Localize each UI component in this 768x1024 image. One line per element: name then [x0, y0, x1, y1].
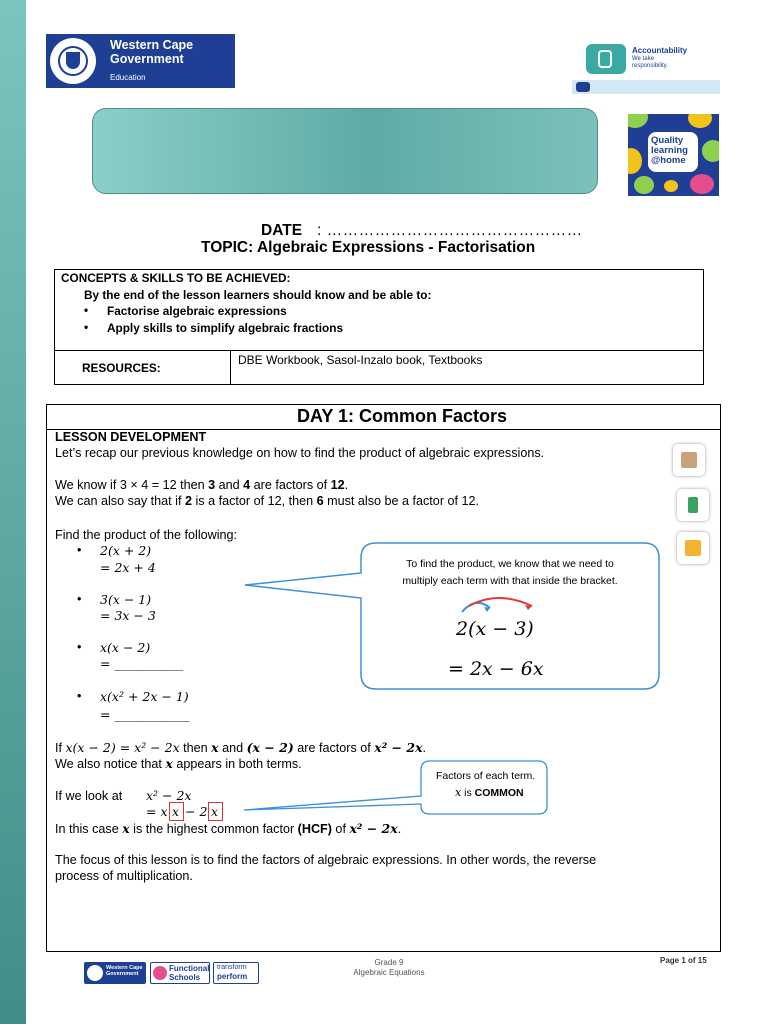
look-at-expr: x² − 2x [146, 788, 192, 803]
header-banner [92, 108, 598, 194]
bubble-text [362, 556, 658, 590]
quality-learning-home-logo [628, 114, 719, 196]
bubble-example-expr: 2(x − 3) [456, 618, 534, 640]
bubble2-line-1: Factors of each term. [436, 770, 536, 782]
know-line: We know if 3 × 4 = 12 then 3 and 4 are factors of 12. [55, 478, 349, 492]
look-at-eq: = x [146, 804, 168, 819]
people-icon [677, 489, 709, 521]
logo-line-3: Education [110, 73, 146, 82]
find-product-text: Find the product of the following: [55, 528, 238, 542]
footer-functional-line-1: Functional [169, 964, 210, 973]
bubble2-line-2: x is COMMON [455, 786, 524, 799]
bullet-dot: • [77, 543, 82, 557]
footer-wcg-logo [84, 962, 146, 984]
small-logo-icon [576, 82, 590, 92]
page-number: Page 1 of 15 [660, 956, 707, 965]
focus-line-2: process of multiplication. [55, 869, 193, 883]
look-at-x2: x [211, 804, 219, 819]
focus-line-1: The focus of this lesson is to find the factors of algebraic expressions. In other words, the reverse [55, 853, 597, 867]
example-3-expr: x(x − 2) [100, 640, 151, 655]
bullet-dot: • [77, 689, 82, 703]
footer-functional-line-2: Schools [169, 973, 201, 982]
teal-sidebar [0, 0, 26, 1024]
bullet-dot: • [84, 303, 89, 317]
day-title: DAY 1: Common Factors [296, 406, 508, 426]
quality-line-1: Quality [651, 135, 684, 146]
logo-line-2: Government [110, 52, 184, 66]
hcf-statement: In this case x is the highest common factor (HCF) of x² − 2x. [55, 821, 402, 836]
teacher-icon [673, 444, 705, 476]
bubble-example-result: = 2x − 6x [448, 658, 544, 680]
accountability-band [572, 80, 720, 94]
recap-text: Let’s recap our previous knowledge on how to find the product of algebraic expressions. [55, 446, 545, 460]
concept-bullet-2: Apply skills to simplify algebraic fractions [107, 321, 344, 335]
footer-wcg-line-1: Western Cape [106, 965, 143, 971]
example-1-expr: 2(x + 2) [100, 543, 152, 558]
example-4-answer-blank: = ____________ [100, 707, 190, 722]
footer-grade: Grade 9 [374, 958, 404, 967]
badge-icon [153, 966, 167, 980]
footer-wcg-line-2: Government [106, 971, 139, 977]
accountability-title: Accountability [632, 46, 688, 55]
quality-line-2: learning [651, 145, 688, 156]
footer-functional-schools-logo [150, 962, 210, 984]
date-label: DATE [261, 222, 303, 239]
look-at-minus: − 2 [185, 804, 208, 819]
learner-icon [677, 532, 709, 564]
concepts-intro: By the end of the lesson learners should know and be able to: [84, 288, 432, 302]
row-divider [54, 350, 704, 351]
accountability-line-2: responsibility. [632, 63, 668, 69]
footer-subject: Algebraic Equations [353, 968, 425, 977]
bullet-dot: • [84, 320, 89, 334]
quality-line-3: @home [651, 155, 686, 166]
bubble-line-1: To find the product, we know that we need to [406, 558, 614, 570]
factors-statement: If x(x − 2) = x² − 2x then x and (x − 2) are factors of x² − 2x. [55, 740, 427, 755]
also-line: We can also say that if 2 is a factor of 12, then 6 must also be a factor of 12. [55, 494, 480, 508]
example-1-result: = 2x + 4 [100, 560, 156, 575]
accountability-line-1: We take [632, 56, 654, 62]
resources-label: RESOURCES: [82, 361, 161, 375]
western-cape-government-logo [46, 34, 235, 88]
example-2-result: = 3x − 3 [100, 608, 156, 623]
bubble-line-2: multiply each term with that inside the bracket. [402, 575, 618, 587]
concepts-heading: CONCEPTS & SKILLS TO BE ACHIEVED: [61, 271, 291, 285]
column-divider [230, 350, 231, 385]
footer-center [330, 958, 448, 978]
topic-heading: TOPIC: Algebraic Expressions - Factorisation [201, 239, 536, 256]
footer-transform-line-1: transform [217, 964, 247, 971]
lesson-heading: LESSON DEVELOPMENT [55, 430, 207, 444]
coat-of-arms-icon [50, 38, 96, 84]
accountability-logo [572, 42, 720, 98]
logo-line-1: Western Cape [110, 38, 194, 52]
bullet-dot: • [77, 592, 82, 606]
resources-value: DBE Workbook, Sasol-Inzalo book, Textbooks [238, 353, 483, 367]
concept-bullet-1: Factorise algebraic expressions [107, 304, 287, 318]
coat-of-arms-icon [87, 965, 103, 981]
example-2-expr: 3(x − 1) [100, 592, 152, 607]
footer-transform-perform-logo [213, 962, 259, 984]
look-at-text: If we look at [55, 789, 123, 803]
hand-icon [586, 44, 626, 74]
example-4-expr: x(x² + 2x − 1) [100, 689, 189, 704]
example-3-answer-blank: = ___________ [100, 656, 184, 671]
notice-line: We also notice that x appears in both terms. [55, 756, 302, 771]
date-fill: : ………………………………………… [317, 222, 583, 239]
look-at-x1: x [172, 804, 180, 819]
bullet-dot: • [77, 640, 82, 654]
footer-transform-line-2: perform [217, 972, 248, 981]
